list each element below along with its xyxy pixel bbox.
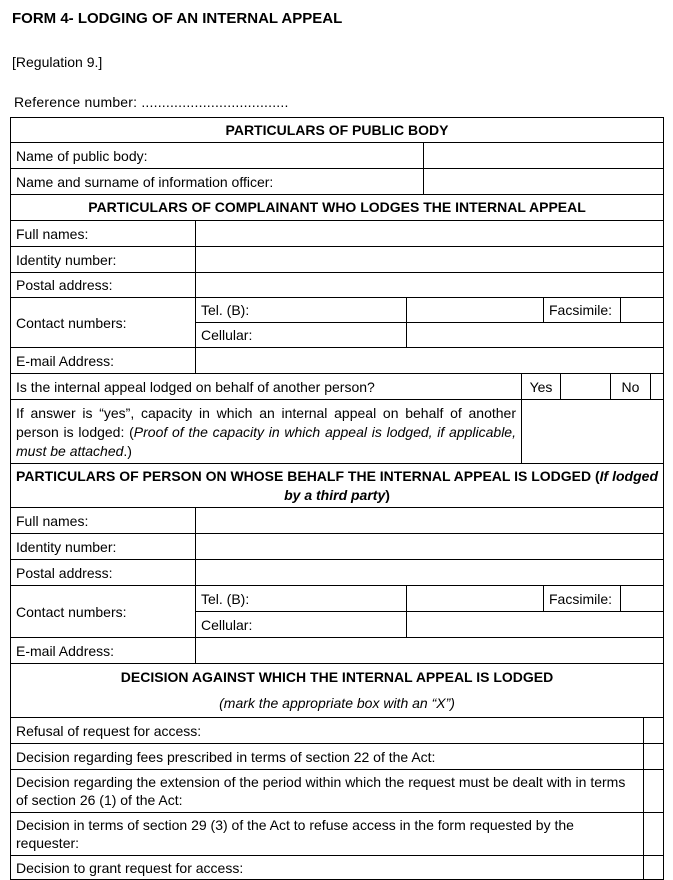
complainant-tel-input[interactable] xyxy=(407,298,544,323)
capacity-text-end: .) xyxy=(123,443,132,459)
decision-extension-label: Decision regarding the extension of the period within which the request must be dealt with in terms of section 26 (1) of the Act: xyxy=(11,770,644,813)
decision-refuse-form-label: Decision in terms of section 29 (3) of the Act to refuse access in the form requested by the requester: xyxy=(11,813,644,856)
information-officer-label: Name and surname of information officer: xyxy=(11,169,424,195)
public-body-section-header: PARTICULARS OF PUBLIC BODY xyxy=(11,118,664,143)
reference-number-row xyxy=(14,94,663,110)
complainant-tel-label: Tel. (B): xyxy=(196,298,407,323)
complainant-postal-address-input[interactable] xyxy=(196,273,664,298)
person-postal-address-label: Postal address: xyxy=(11,560,196,586)
complainant-email-label: E-mail Address: xyxy=(11,348,196,374)
complainant-identity-number-label: Identity number: xyxy=(11,247,196,273)
decision-section-header xyxy=(11,664,664,718)
complainant-email-input[interactable] xyxy=(196,348,664,374)
behalf-question-label: Is the internal appeal lodged on behalf of another person? xyxy=(11,374,522,400)
person-email-label: E-mail Address: xyxy=(11,638,196,664)
complainant-section-header: PARTICULARS OF COMPLAINANT WHO LODGES THE INTERNAL APPEAL xyxy=(11,195,664,221)
person-tel-input[interactable] xyxy=(407,586,544,612)
decision-refusal-checkbox[interactable] xyxy=(644,718,664,744)
complainant-full-names-label: Full names: xyxy=(11,221,196,247)
person-facsimile-input[interactable] xyxy=(621,586,664,612)
decision-refuse-form-checkbox[interactable] xyxy=(644,813,664,856)
complainant-postal-address-label: Postal address: xyxy=(11,273,196,298)
no-label: No xyxy=(611,374,651,400)
person-tel-label: Tel. (B): xyxy=(196,586,407,612)
complainant-facsimile-label: Facsimile: xyxy=(544,298,621,323)
regulation-note: [Regulation 9.] xyxy=(12,54,103,70)
complainant-contact-numbers-label: Contact numbers: xyxy=(11,298,196,348)
decision-header-title: DECISION AGAINST WHICH THE INTERNAL APPEAL IS LODGED xyxy=(120,669,554,685)
no-checkbox-cell[interactable] xyxy=(651,374,664,400)
complainant-cellular-input[interactable] xyxy=(407,323,664,348)
complainant-identity-number-input[interactable] xyxy=(196,247,664,273)
public-body-name-label: Name of public body: xyxy=(11,143,424,169)
complainant-facsimile-input[interactable] xyxy=(621,298,664,323)
capacity-input[interactable] xyxy=(522,400,664,464)
complainant-cellular-label: Cellular: xyxy=(196,323,407,348)
person-email-input[interactable] xyxy=(196,638,664,664)
appeal-form-table xyxy=(10,117,664,880)
reference-number-label: Reference number: xyxy=(14,94,142,110)
form-title: FORM 4- LODGING OF AN INTERNAL APPEAL xyxy=(12,10,343,27)
decision-extension-checkbox[interactable] xyxy=(644,770,664,813)
reference-number-input[interactable]: .................................... xyxy=(141,94,289,110)
person-cellular-input[interactable] xyxy=(407,612,664,638)
person-facsimile-label: Facsimile: xyxy=(544,586,621,612)
person-header-text: PARTICULARS OF PERSON ON WHOSE BEHALF THE INTERNAL APPEAL IS LODGED ( xyxy=(16,467,600,484)
person-identity-number-input[interactable] xyxy=(196,534,664,560)
person-cellular-label: Cellular: xyxy=(196,612,407,638)
person-full-names-input[interactable] xyxy=(196,508,664,534)
decision-header-instruction: (mark the appropriate box with an “X”) xyxy=(219,695,455,711)
decision-grant-label: Decision to grant request for access: xyxy=(11,856,644,880)
yes-label: Yes xyxy=(522,374,561,400)
decision-fees-checkbox[interactable] xyxy=(644,744,664,770)
decision-fees-label: Decision regarding fees prescribed in terms of section 22 of the Act: xyxy=(11,744,644,770)
yes-checkbox-cell[interactable] xyxy=(561,374,611,400)
public-body-name-input[interactable] xyxy=(424,143,664,169)
person-identity-number-label: Identity number: xyxy=(11,534,196,560)
person-full-names-label: Full names: xyxy=(11,508,196,534)
person-header-third-party-note: If lodged by a third party xyxy=(284,467,658,503)
decision-refusal-label: Refusal of request for access: xyxy=(11,718,644,744)
person-section-header xyxy=(11,464,664,508)
information-officer-input[interactable] xyxy=(424,169,664,195)
decision-grant-checkbox[interactable] xyxy=(644,856,664,880)
capacity-proof-note: Proof of the capacity in which appeal is lodged, if applicable, must be attached xyxy=(16,424,516,459)
person-header-text-end: ) xyxy=(385,486,390,503)
person-contact-numbers-label: Contact numbers: xyxy=(11,586,196,638)
capacity-text: If answer is “yes”, capacity in which an internal appeal on behalf of another person is lodged: ( xyxy=(16,405,516,440)
capacity-statement xyxy=(11,400,522,464)
person-postal-address-input[interactable] xyxy=(196,560,664,586)
complainant-full-names-input[interactable] xyxy=(196,221,664,247)
